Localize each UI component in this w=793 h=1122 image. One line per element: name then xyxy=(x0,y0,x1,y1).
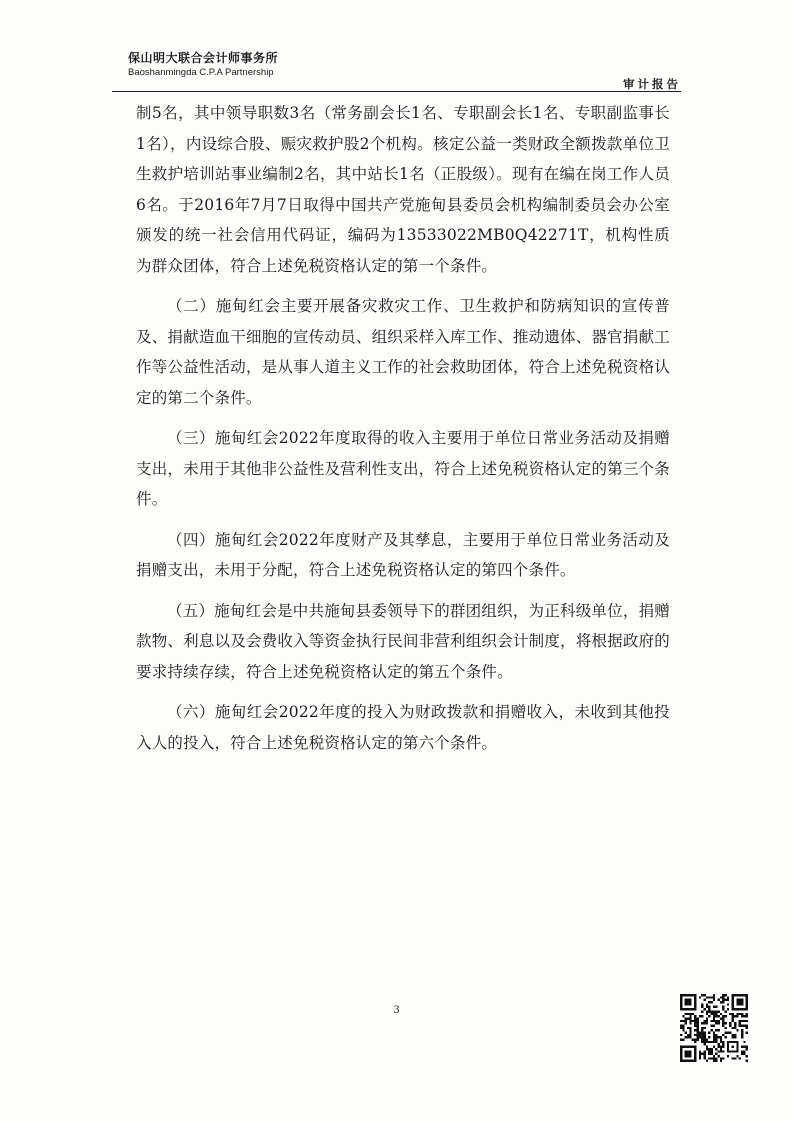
paragraph-condition-4: （四）施甸红会2022年度财产及其孳息，主要用于单位日常业务活动及捐赠支出，未用于分配，符合上述免税资格认定的第四个条件。 xyxy=(136,530,670,579)
paragraph-condition-3: （三）施甸红会2022年度取得的收入主要用于单位日常业务活动及捐赠支出，未用于其他非公益性及营利性支出，符合上述免税资格认定的第三个条件。 xyxy=(136,429,670,508)
firm-name-cn: 保山明大联合会计师事务所 xyxy=(128,51,279,65)
firm-name-en: Baoshanmingda C.P.A Partnership xyxy=(128,67,274,78)
paragraph-condition-5: （五）施甸红会是中共施甸县委领导下的群团组织，为正科级单位，捐赠款物、利息以及会费收入等资金执行民间非营利组织会计制度，将根据政府的要求持续存续，符合上述免税资格认定的第五个条件。 xyxy=(136,601,670,681)
qr-code-icon xyxy=(680,994,748,1062)
firm-header xyxy=(128,50,278,79)
paragraph-condition-2: （二）施甸红会主要开展备灾救灾工作、卫生救护和防病知识的宣传普及、捐献造血干细胞的宣传动员、组织采样入库工作、推动遗体、器官捐献工作等公益性活动，是从事人道主义工作的社会救助团体，符合上述免税资格认定的第二个条件。 xyxy=(136,297,670,407)
report-type-label: 审计报告 xyxy=(623,77,681,91)
paragraph-continuation: 制5名，其中领导职数3名（常务副会长1名、专职副会长1名、专职副监事长1名），内设综合股、赈灾救护股2个机构。核定公益一类财政全额拨款单位卫生救护培训站事业编制2名，其中站长1名（正股级）。现有在编在岗工作人员6名。于2016年7月7日取得中国共产党施甸县委员会机构编制委员会办公室颁发的统一社会信用代码证，编码为13533022MB0Q42271T，机构性质为群众团体，符合上述免税资格认定的第一个条件。 xyxy=(136,104,670,275)
page-number: 3 xyxy=(393,1005,400,1016)
paragraph-condition-6: （六）施甸红会2022年度的投入为财政拨款和捐赠收入，未收到其他投入人的投入，符合上述免税资格认定的第六个条件。 xyxy=(136,703,670,752)
document-body xyxy=(136,98,670,758)
header-divider xyxy=(112,91,681,92)
